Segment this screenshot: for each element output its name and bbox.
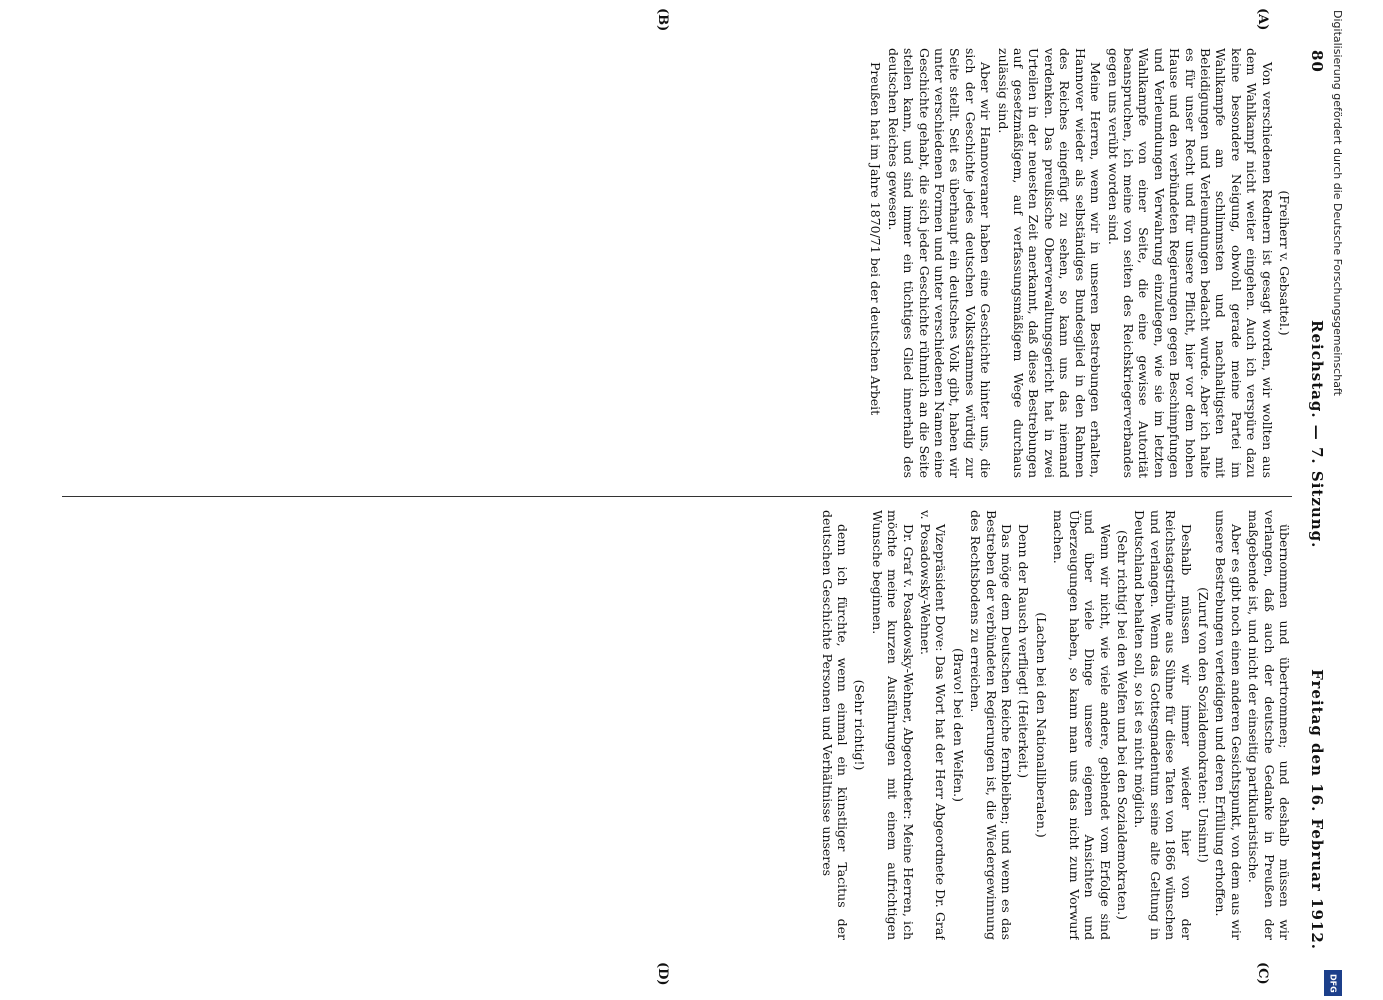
page-number: 80: [1308, 50, 1326, 73]
digitization-footer: [1322, 0, 1346, 1000]
interjection: (Sehr richtig!): [852, 679, 868, 771]
paragraph: Vizepräsident Dove: Das Wort hat der Herr Abgeordnete Dr. Graf v. Posadowsky-Wehner.: [918, 510, 949, 940]
page-date: Freitag den 16. Februar 1912.: [1308, 669, 1326, 950]
speaker-note: (Freiherr v. Gebsattel.): [1277, 190, 1292, 336]
paragraph: Von verschiedenen Rednern ist gesagt worden, wir wollten aus dem Wahlkampf nicht weiter eingehen. Auch ich verspüre dazu keine besondere Neigung, obwohl gerade meine Partei im Wahlkampfe am schlimmsten und nachhaltigsten mit Beleidigungen und Verleumdungen bedacht wurde. Aber ich halte es für unser Recht und für unsere Pflicht, hier vor dem hohen Hause und den verbündeten Regierungen gegen Beschimpfungen und Verleumdungen Verwahrung einzulegen, wie sie im letzten Wahlkampfe von einer Seite, die eine gewisse Autorität beanspruchen, ich meine von seiten des Reichskriegerverbandes gegen uns verübt worden sind.: [1105, 48, 1275, 478]
paragraph: Das möge dem Deutschen Reiche fernbleiben; und wenn es das Bestreben der verbündeten Regierungen ist, die Wiedergewinnung des Rechtsbodens zu erreichen.: [968, 510, 1015, 940]
margin-marker-d: (D): [655, 962, 670, 986]
paragraph: Preußen hat im Jahre 1870/71 bei der deutschen Arbeit: [868, 62, 884, 416]
interjection: (Zuruf von den Sozialdemokraten: Unsinn!): [1195, 587, 1211, 863]
left-column: [62, 48, 1292, 478]
margin-marker-b: (B): [655, 8, 670, 32]
interjection: (Lachen bei den Nationalliberalen.): [1033, 612, 1049, 838]
paragraph: Dr. Graf v. Posadowsky-Wehner, Abgeordneter: Meine Herren, ich möchte meine kurzen Ausführungen mit einem aufrichtigen Wunsche beginnen.: [869, 510, 916, 940]
funding-credit: Digitalisierung gefördert durch die Deutsche Forschungsgemeinschaft: [1331, 10, 1344, 396]
page-title: Reichstag. — 7. Sitzung.: [1308, 320, 1326, 549]
document-page: [50, 8, 1330, 986]
paragraph: denn ich fürchte, wenn einmal ein künstliger Tacitus der deutschen Geschichte Personen und Verhältnisse unseres: [819, 510, 851, 940]
interjection: (Bravo! bei den Welfen.): [950, 647, 966, 803]
margin-marker-a: (A): [1255, 8, 1270, 31]
margin-marker-c: (C): [1255, 962, 1270, 985]
paragraph: Meine Herren, wenn wir in unseren Bestrebungen erhalten, Hannover wieder als selbständiges Bundesglied in den Rahmen des Reiches eingefügt zu sehen, so kann uns das niemand verdenken. Das preußische Oberverwaltungsgericht hat in zwei Urteilen in der neuesten Zeit anerkannt, daß diese Bestrebungen auf gesetzmäßigem, auf verfassungsmäßigem Wege durchaus zulässig sind.: [995, 48, 1104, 478]
paragraph: Aber es gibt noch einen anderen Gesichtspunkt, von dem aus wir unsere Bestrebungen verteidigen und deren Erfüllung erhoffen.: [1213, 510, 1244, 940]
paragraph: Deshalb müssen wir immer wieder hier von der Reichstagstribüne aus Sühne für diese Taten von 1866 wünschen und verlangen. Wenn das Gottesgnadentum seine alte Geltung in Deutschland behalten soll, so ist es nicht möglich.: [1132, 510, 1194, 940]
paragraph: Denn der Rausch verfliegt! (Heiterkeit.): [1016, 524, 1032, 779]
paragraph: Aber wir Hannoveraner haben eine Geschichte hinter uns, die sich der Geschichte jedes deutschen Volksstammes würdig zur Seite stellt. Seit es überhaupt ein deutsches Volk gibt, haben wir unter verschiedenen Formen und unter verschiedenen Namen eine Geschichte gehabt, die sich jeder Geschichte rühmlich an die Seite stellen kann, und sind immer ein tüchtiges Glied innerhalb des deutschen Reiches gewesen.: [885, 48, 994, 478]
column-divider: [62, 496, 1292, 497]
paragraph: übernommen und übertrommen; und deshalb müssen wir verlangen, daß auch der deutsche Gedanke in Preußen der maßgebende ist, und nicht der einseitig partikularistische.: [1246, 510, 1292, 940]
right-column: [62, 510, 1292, 940]
paragraph: Wenn wir nicht, wie viele andere, geblendet vom Erfolge sind und über viele Dinge unsere eigenen Ansichten und Überzeugungen haben, so kann man uns das nicht zum Vorwurf machen.: [1051, 510, 1113, 940]
dfg-logo: DFG: [1324, 970, 1342, 996]
interjection: (Sehr richtig! bei den Welfen und bei den Sozialdemokraten.): [1114, 529, 1130, 921]
